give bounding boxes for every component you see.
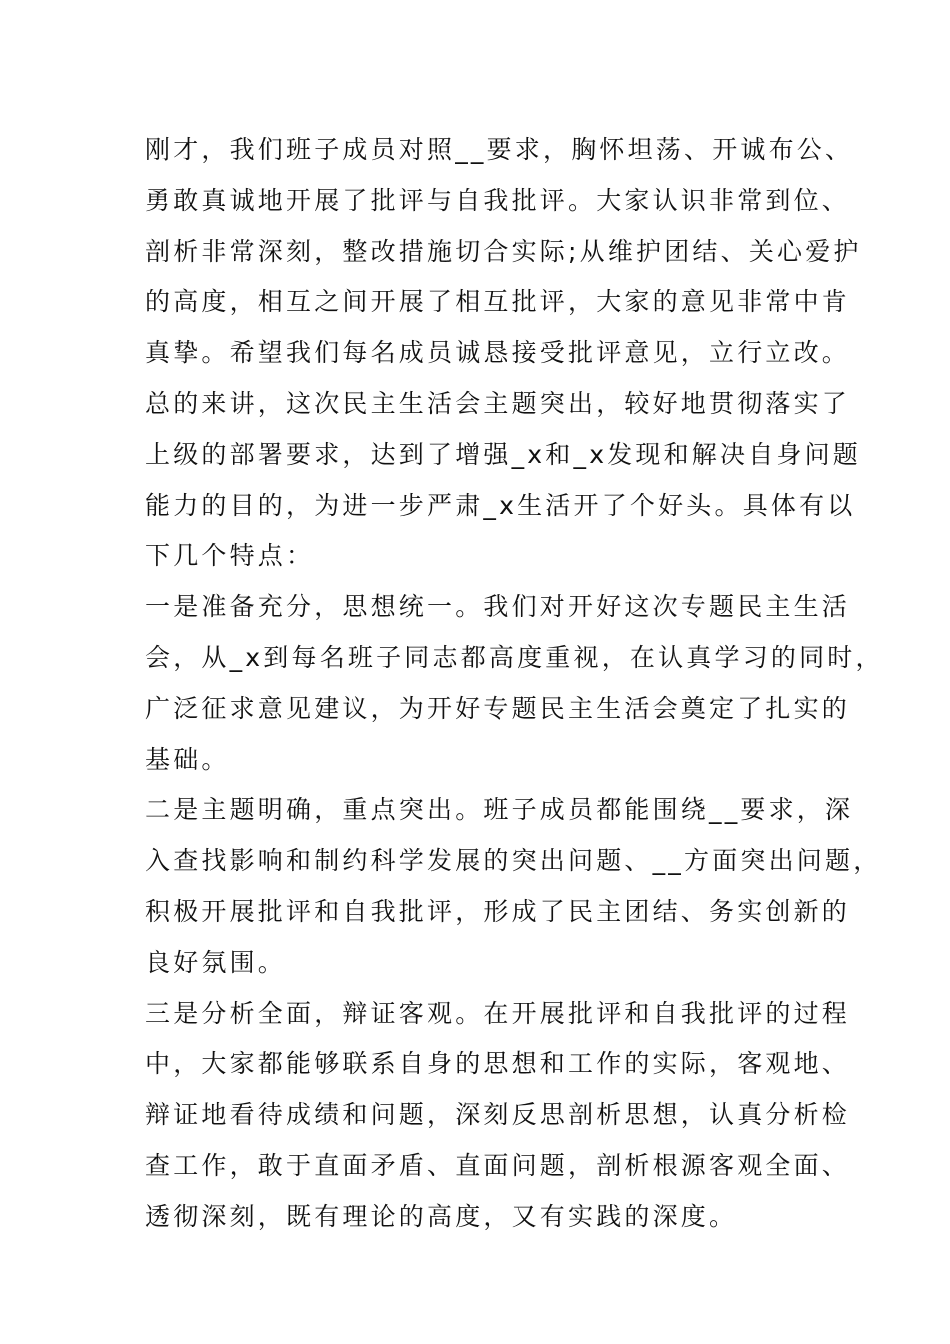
text-line: 勇敢真诚地开展了批评与自我批评。大家认识非常到位、 xyxy=(145,185,851,215)
text-line: 上级的部署要求，达到了增强_x和_x发现和解决自身问题 xyxy=(145,439,861,469)
text-line: 二是主题明确，重点突出。班子成员都能围绕__要求，深 xyxy=(145,795,854,825)
text-line: 真挚。希望我们每名成员诚恳接受批评意见，立行立改。 xyxy=(145,338,851,368)
text-line: 刚才，我们班子成员对照__要求，胸怀坦荡、开诚布公、 xyxy=(145,135,854,164)
text-line: 查工作，敢于直面矛盾、直面问题，剖析根源客观全面、 xyxy=(145,1150,851,1180)
text-line: 总的来讲，这次民主生活会主题突出，较好地贯彻落实了 xyxy=(145,388,851,418)
text-line: 下几个特点： xyxy=(145,541,315,571)
text-line: 会，从_x到每名班子同志都高度重视，在认真学习的同时， xyxy=(145,642,884,672)
text-line: 三是分析全面，辩证客观。在开展批评和自我批评的过程 xyxy=(145,998,851,1028)
text-line: 基础。 xyxy=(145,744,230,774)
text-line: 透彻深刻，既有理论的高度，又有实践的深度。 xyxy=(145,1201,738,1231)
text-line: 中，大家都能够联系自身的思想和工作的实际，客观地、 xyxy=(145,1049,851,1079)
text-line: 的高度，相互之间开展了相互批评，大家的意见非常中肯 xyxy=(145,287,851,317)
text-line: 积极开展批评和自我批评，形成了民主团结、务实创新的 xyxy=(145,896,851,926)
text-line: 能力的目的，为进一步严肃_x生活开了个好头。具体有以 xyxy=(145,490,856,520)
text-line: 剖析非常深刻，整改措施切合实际;从维护团结、关心爱护 xyxy=(145,236,862,266)
text-line: 入查找影响和制约科学发展的突出问题、__方面突出问题， xyxy=(145,846,882,876)
text-line: 一是准备充分，思想统一。我们对开好这次专题民主生活 xyxy=(145,592,851,622)
document-body xyxy=(145,125,884,1243)
text-line: 广泛征求意见建议，为开好专题民主生活会奠定了扎实的 xyxy=(145,693,851,723)
text-line: 良好氛围。 xyxy=(145,947,287,977)
text-line: 辩证地看待成绩和问题，深刻反思剖析思想，认真分析检 xyxy=(145,1100,851,1130)
